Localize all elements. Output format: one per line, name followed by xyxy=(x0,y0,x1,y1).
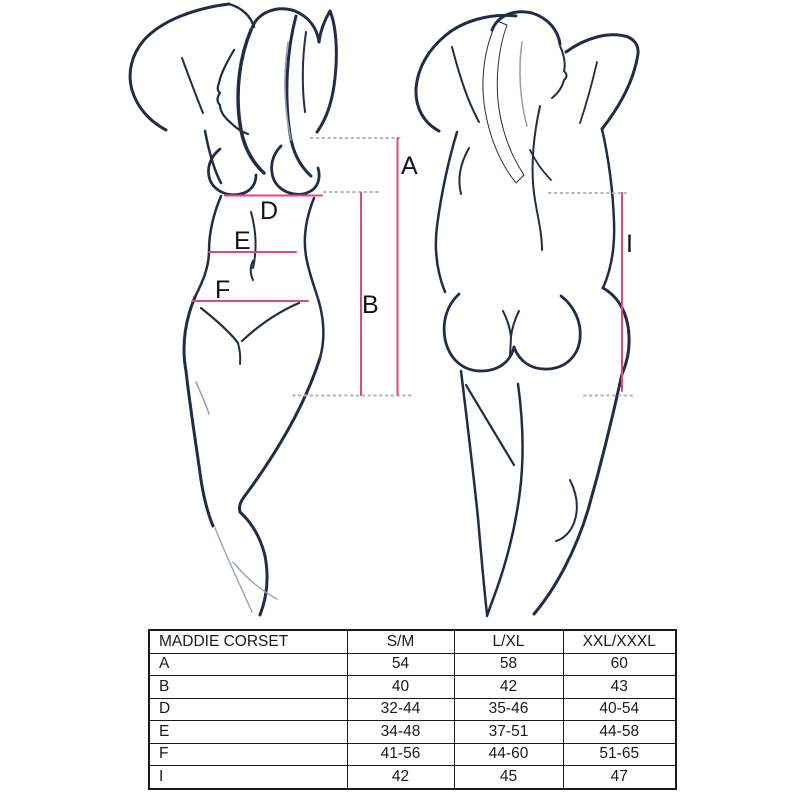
front-figure-illustration xyxy=(130,4,336,615)
cell-value: 34-48 xyxy=(347,721,454,744)
product-name-cell: MADDIE CORSET xyxy=(149,630,347,653)
cell-value: 45 xyxy=(454,766,563,789)
table-row xyxy=(149,653,676,676)
row-label: E xyxy=(149,721,347,744)
cell-value: 32-44 xyxy=(347,698,454,721)
front-bikini-right xyxy=(242,303,299,341)
front-left-arm-inner xyxy=(182,58,203,113)
back-right-arm-outer xyxy=(566,35,638,129)
row-label: B xyxy=(149,676,347,699)
front-head-hair-top xyxy=(252,9,319,42)
front-hair-sweep-left xyxy=(238,30,264,173)
back-scapula-left xyxy=(459,148,469,194)
column-header-xxl: XXL/XXXL xyxy=(563,630,676,653)
front-bikini-stem xyxy=(238,343,240,364)
front-abdomen-line xyxy=(251,212,255,268)
cell-value: 37-51 xyxy=(454,721,563,744)
measure-label-b: B xyxy=(362,291,379,319)
front-shin-line-2 xyxy=(233,562,277,599)
cell-value: 60 xyxy=(563,653,676,676)
front-hair-sweep-right xyxy=(287,16,311,176)
back-leg-left-outer xyxy=(461,371,487,614)
cell-value: 44-60 xyxy=(454,743,563,766)
cell-value: 42 xyxy=(347,766,454,789)
front-right-arm-inner xyxy=(303,32,306,112)
front-waist-right xyxy=(305,198,323,358)
back-calf-curve xyxy=(556,480,577,541)
front-face-profile xyxy=(218,50,249,134)
cell-value: 42 xyxy=(454,676,563,699)
back-buttock-right xyxy=(514,296,580,369)
front-hand-top xyxy=(229,4,254,27)
measure-label-e: E xyxy=(234,227,251,255)
front-right-arm-outer xyxy=(317,11,336,132)
back-hair-wisp-1 xyxy=(520,42,527,126)
back-leg-center-line xyxy=(487,384,522,616)
table-row xyxy=(149,743,676,766)
back-buttock-left xyxy=(444,294,514,371)
front-left-arm-outer xyxy=(130,4,229,130)
back-left-arm-outer xyxy=(416,15,516,131)
back-thigh-diagonal xyxy=(466,385,514,465)
table-row xyxy=(149,721,676,744)
cell-value: 41-56 xyxy=(347,743,454,766)
row-label: F xyxy=(149,743,347,766)
measure-label-i: I xyxy=(626,230,633,258)
cell-value: 44-58 xyxy=(563,721,676,744)
table-row xyxy=(149,698,676,721)
front-shin-line-1 xyxy=(215,528,252,612)
back-spine-line xyxy=(533,106,542,250)
cell-value: 43 xyxy=(563,676,676,699)
back-right-arm-inner xyxy=(580,62,597,123)
row-label: I xyxy=(149,766,347,789)
front-navel xyxy=(251,261,253,280)
back-left-arm-inner xyxy=(452,47,479,122)
size-chart-table xyxy=(148,629,677,790)
row-label: A xyxy=(149,653,347,676)
back-ponytail xyxy=(483,21,524,183)
column-header-lxl: L/XL xyxy=(454,630,563,653)
cell-value: 51-65 xyxy=(563,743,676,766)
front-crossed-leg xyxy=(240,358,321,615)
cell-value: 35-46 xyxy=(454,698,563,721)
table-row xyxy=(149,766,676,789)
cell-value: 58 xyxy=(454,653,563,676)
cell-value: 40 xyxy=(347,676,454,699)
table-header-row xyxy=(149,630,676,653)
cell-value: 54 xyxy=(347,653,454,676)
back-side-left xyxy=(436,132,457,292)
back-face-profile-hint xyxy=(552,46,567,98)
measure-label-d: D xyxy=(260,197,279,225)
row-label: D xyxy=(149,698,347,721)
cell-value: 40-54 xyxy=(563,698,676,721)
back-buttock-crease xyxy=(503,311,519,356)
measure-label-f: F xyxy=(215,276,231,304)
front-bikini-left xyxy=(201,308,238,343)
measurement-guides xyxy=(192,138,633,396)
cell-value: 47 xyxy=(563,766,676,789)
front-thigh-inner-line xyxy=(196,382,209,414)
measure-label-a: A xyxy=(401,152,418,180)
column-header-sm: S/M xyxy=(347,630,454,653)
back-side-right xyxy=(602,129,614,288)
back-figure-illustration xyxy=(416,12,638,616)
table-row xyxy=(149,676,676,699)
